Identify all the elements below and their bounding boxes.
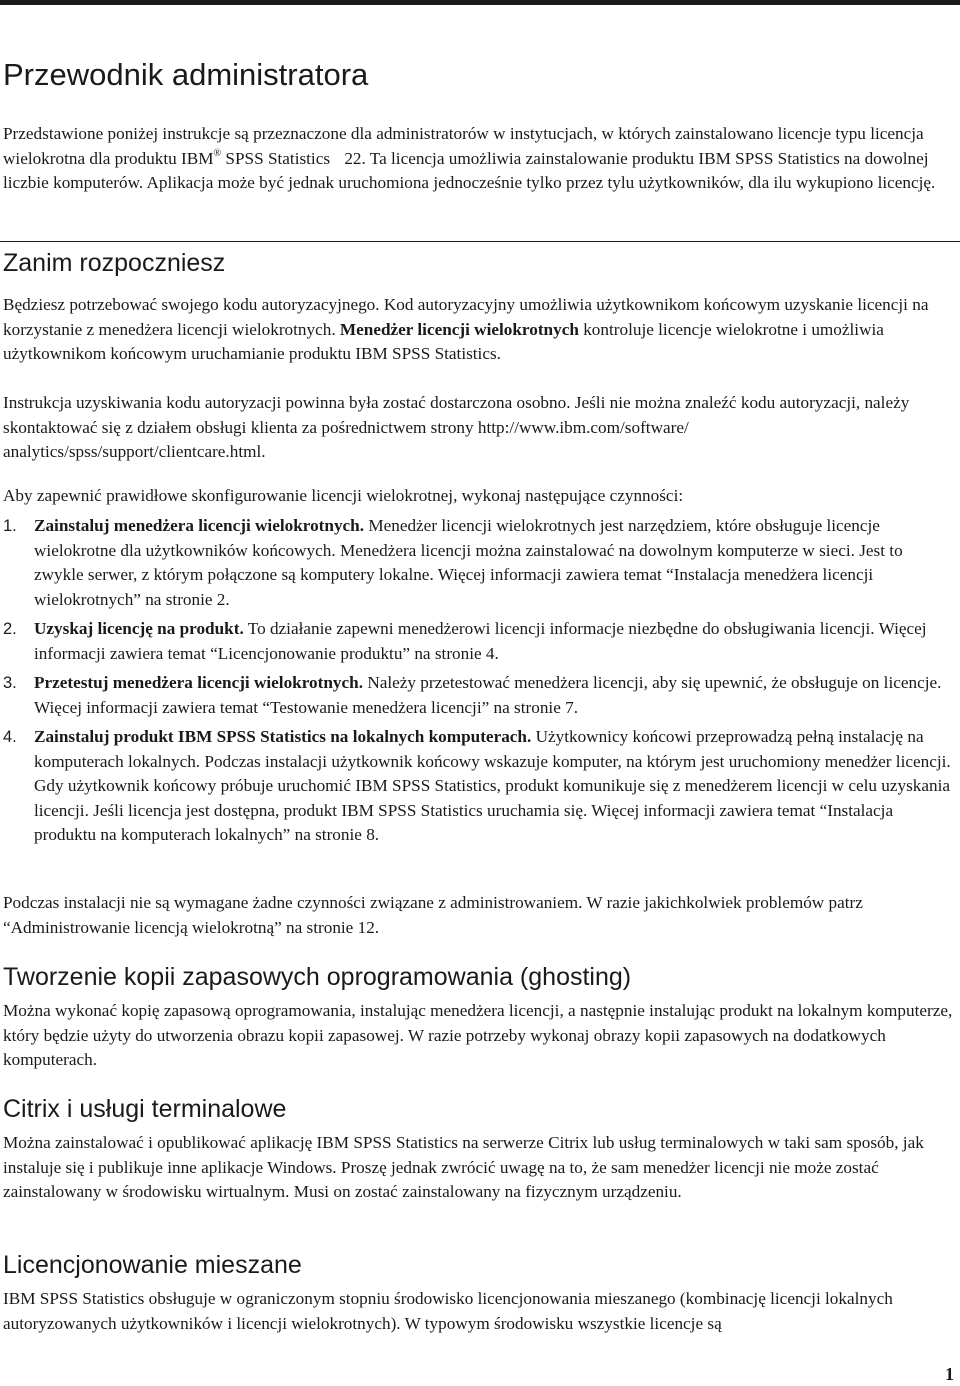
step-number: 1. [3,517,17,535]
step-title: Zainstaluj produkt IBM SPSS Statistics na lokalnych komputerach. [34,727,532,746]
paragraph-auth-code-text-2: kontroluje licencje wielokrotne i umożliwia użytkownikom końcowym uruchamianie produktu IBM SPSS Statistics. [3,319,884,363]
heading-before-you-begin: Zanim rozpoczniesz [3,249,226,277]
page-number: 1 [945,1364,954,1384]
paragraph-ghosting: Można wykonać kopię zapasową oprogramowania, instalując menedżera licencji, a następnie instalując produkt na lokalnym komputerze, który będzie użyty do utworzenia obrazu kopii zapasowej. W razie potrzeby wykonaj obrazy kopii zapasowych na dodatkowych komputerach. [3,1001,953,1069]
registered-mark: ® [213,147,222,159]
step-text: Menedżer licencji wielokrotnych jest narzędziem, które obsługuje licencje wielokrotne dla użytkowników końcowych. Menedżera licencji można zainstalować na dowolnym komputerze w sieci. Jest to zwykle serwer, z którym połączone są komputery lokalne. Więcej informacji zawiera temat “Instalacja menedżera licencji wielokrotnych” na stronie 2. [34,516,903,609]
step-text: Należy przetestować menedżera licencji, aby się upewnić, że obsługuje on licencje. Więcej informacji zawiera temat “Testowanie menedżera licencji” na stronie 7. [34,673,942,717]
step-text: Użytkownicy końcowi przeprowadzą pełną instalację na komputerach lokalnych. Podczas instalacji użytkownik końcowy wskazuje komputer, na którym jest uruchomiony menedżer licencji. Gdy użytkownik końcowy próbuje uruchomić IBM SPSS Statistics, produkt komunikuje się z menedżerem licencji w celu uzyskania licencji. Jeśli licencja jest dostępna, produkt IBM SPSS Statistics uruchamia się. Więcej informacji zawiera temat “Instalacja produktu na komputerach lokalnych” na stronie 8. [34,727,951,844]
intro-paragraph [3,122,955,196]
step-text: To działanie zapewni menedżerowi licencji informacje niezbędne do obsługiwania licencji. Więcej informacji zawiera temat “Licencjonowanie produktu” na stronie 4. [34,619,927,663]
intro-text-a: Przedstawione poniżej instrukcje są przeznaczone dla administratorów w instytucjach, w których zainstalowano licencje typu licencja wielokrotna dla produktu IBM [3,124,924,168]
heading-ghosting: Tworzenie kopii zapasowych oprogramowania (ghosting) [3,963,632,991]
paragraph-steps-intro: Aby zapewnić prawidłowe skonfigurowanie licencji wielokrotnej, wykonaj następujące czynności: [3,486,684,505]
step-title: Zainstaluj menedżera licencji wielokrotnych. [34,516,365,535]
license-manager-term: Menedżer licencji wielokrotnych [339,319,579,339]
step-item [34,725,956,848]
section-divider [0,241,960,242]
step-item [34,514,956,612]
step-item [34,671,956,720]
step-number: 4. [3,728,17,746]
step-number: 2. [3,620,17,638]
heading-mixed-licensing: Licencjonowanie mieszane [3,1251,302,1279]
paragraph-contact-support: Instrukcja uzyskiwania kodu autoryzacji powinna była zostać dostarczona osobno. Jeśli nie można znaleźć kodu autoryzacji, należy skontaktować się z działem obsługi klienta za pośrednictwem strony http://www.ibm.com/software/ analytics/spss/support/clientcare.html. [3,393,910,461]
page-title: Przewodnik administratora [3,57,369,92]
paragraph-mixed-licensing: IBM SPSS Statistics obsługuje w ograniczonym stopniu środowisko licencjonowania mieszanego (kombinację licencji lokalnych autoryzowanych użytkowników i licencji wielokrotnych). W typowym środowisku wszystkie licencje są [3,1289,893,1333]
paragraph-auth-code [3,293,955,367]
step-number: 3. [3,674,17,692]
step-title: Uzyskaj licencję na produkt. [34,619,244,638]
top-rule [0,0,960,5]
step-item [34,617,956,666]
paragraph-auth-code-text: Będziesz potrzebować swojego kodu autoryzacyjnego. Kod autoryzacyjny umożliwia użytkownikom końcowym uzyskanie licencji na korzystanie z menedżera licencji wielokrotnych. [3,295,929,339]
paragraph-no-admin-actions: Podczas instalacji nie są wymagane żadne czynności związane z administrowaniem. W razie jakichkolwiek problemów patrz “Administrowanie licencją wielokrotną” na stronie 12. [3,893,863,937]
paragraph-citrix: Można zainstalować i opublikować aplikację IBM SPSS Statistics na serwerze Citrix lub usług terminalowych w taki sam sposób, jak instaluje się i publikuje inne aplikacje Windows. Proszę jednak zwrócić uwagę na to, że sam menedżer licencji nie może zostać zainstalowany w środowisku wirtualnym. Musi on zostać zainstalowany na fizycznym urządzeniu. [3,1133,924,1201]
intro-text-c: 22. Ta licencja umożliwia zainstalowanie produktu IBM SPSS Statistics na dowolnej liczbie komputerów. Aplikacja może być jednak uruchomiona jednocześnie tylko przez tylu użytkowników, dla ilu wykupiono licencję. [3,148,936,192]
heading-citrix: Citrix i usługi terminalowe [3,1095,287,1123]
step-title: Przetestuj menedżera licencji wielokrotnych. [34,673,364,692]
intro-product: SPSS Statistics [225,148,331,168]
